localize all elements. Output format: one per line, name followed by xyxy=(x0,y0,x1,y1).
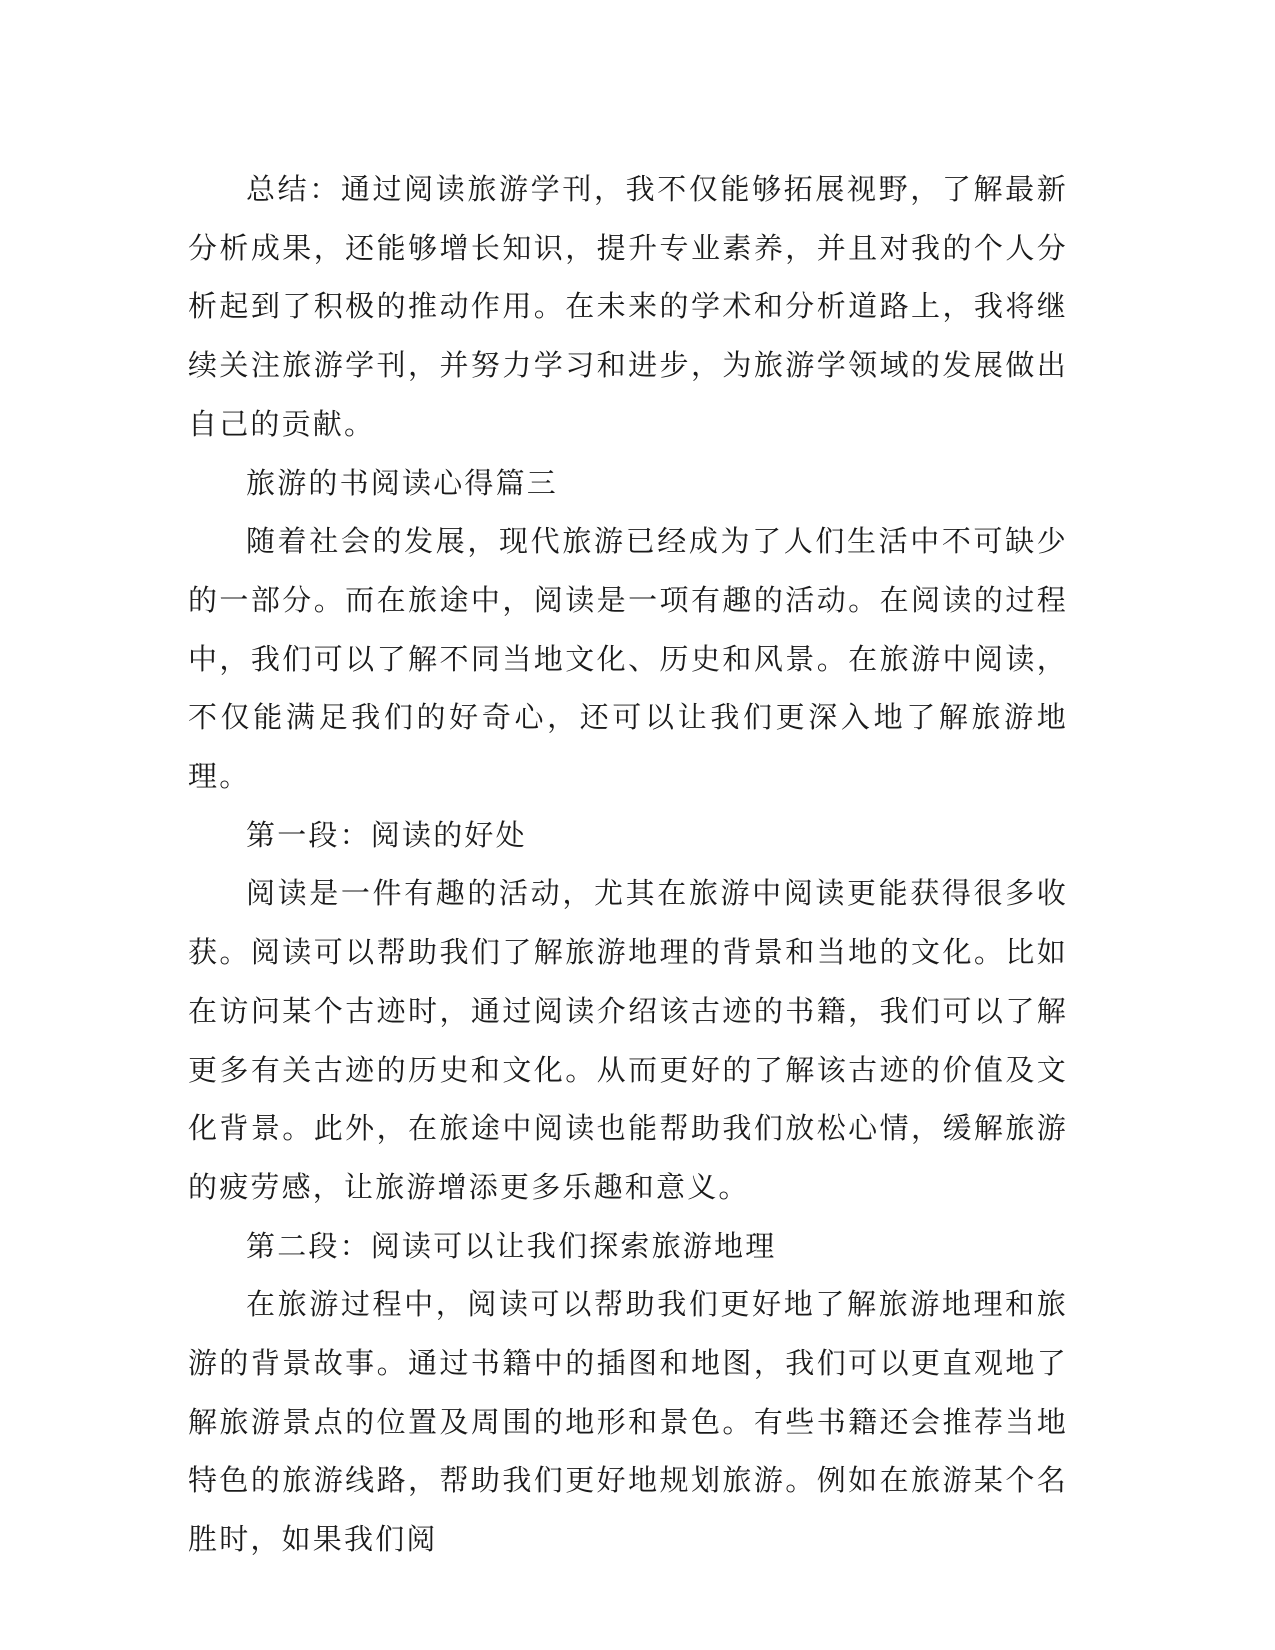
paragraph-summary: 总结：通过阅读旅游学刊，我不仅能够拓展视野，了解最新分析成果，还能够增长知识，提升专业素养，并且对我的个人分析起到了积极的推动作用。在未来的学术和分析道路上，我将继续关注旅游学刊，并努力学习和进步，为旅游学领域的发展做出自己的贡献。 xyxy=(188,172,1068,441)
paragraph-intro: 随着社会的发展，现代旅游已经成为了人们生活中不可缺少的一部分。而在旅途中，阅读是一项有趣的活动。在阅读的过程中，我们可以了解不同当地文化、历史和风景。在旅游中阅读，不仅能满足我们的好奇心，还可以让我们更深入地了解旅游地理。 xyxy=(188,524,1068,794)
document-body xyxy=(188,160,1068,1569)
section-heading-first: 第一段：阅读的好处 xyxy=(246,817,527,852)
paragraph-benefits: 阅读是一件有趣的活动，尤其在旅游中阅读更能获得很多收获。阅读可以帮助我们了解旅游地理的背景和当地的文化。比如在访问某个古迹时，通过阅读介绍该古迹的书籍，我们可以了解更多有关古迹的历史和文化。从而更好的了解该古迹的价值及文化背景。此外，在旅途中阅读也能帮助我们放松心情，缓解旅游的疲劳感，让旅游增添更多乐趣和意义。 xyxy=(188,876,1068,1204)
section-heading-second: 第二段：阅读可以让我们探索旅游地理 xyxy=(246,1228,777,1263)
section-heading-part-three: 旅游的书阅读心得篇三 xyxy=(246,465,559,500)
paragraph-explore: 在旅游过程中，阅读可以帮助我们更好地了解旅游地理和旅游的背景故事。通过书籍中的插图和地图，我们可以更直观地了解旅游景点的位置及周围的地形和景色。有些书籍还会推荐当地特色的旅游线路，帮助我们更好地规划旅游。例如在旅游某个名胜时，如果我们阅 xyxy=(188,1287,1068,1557)
